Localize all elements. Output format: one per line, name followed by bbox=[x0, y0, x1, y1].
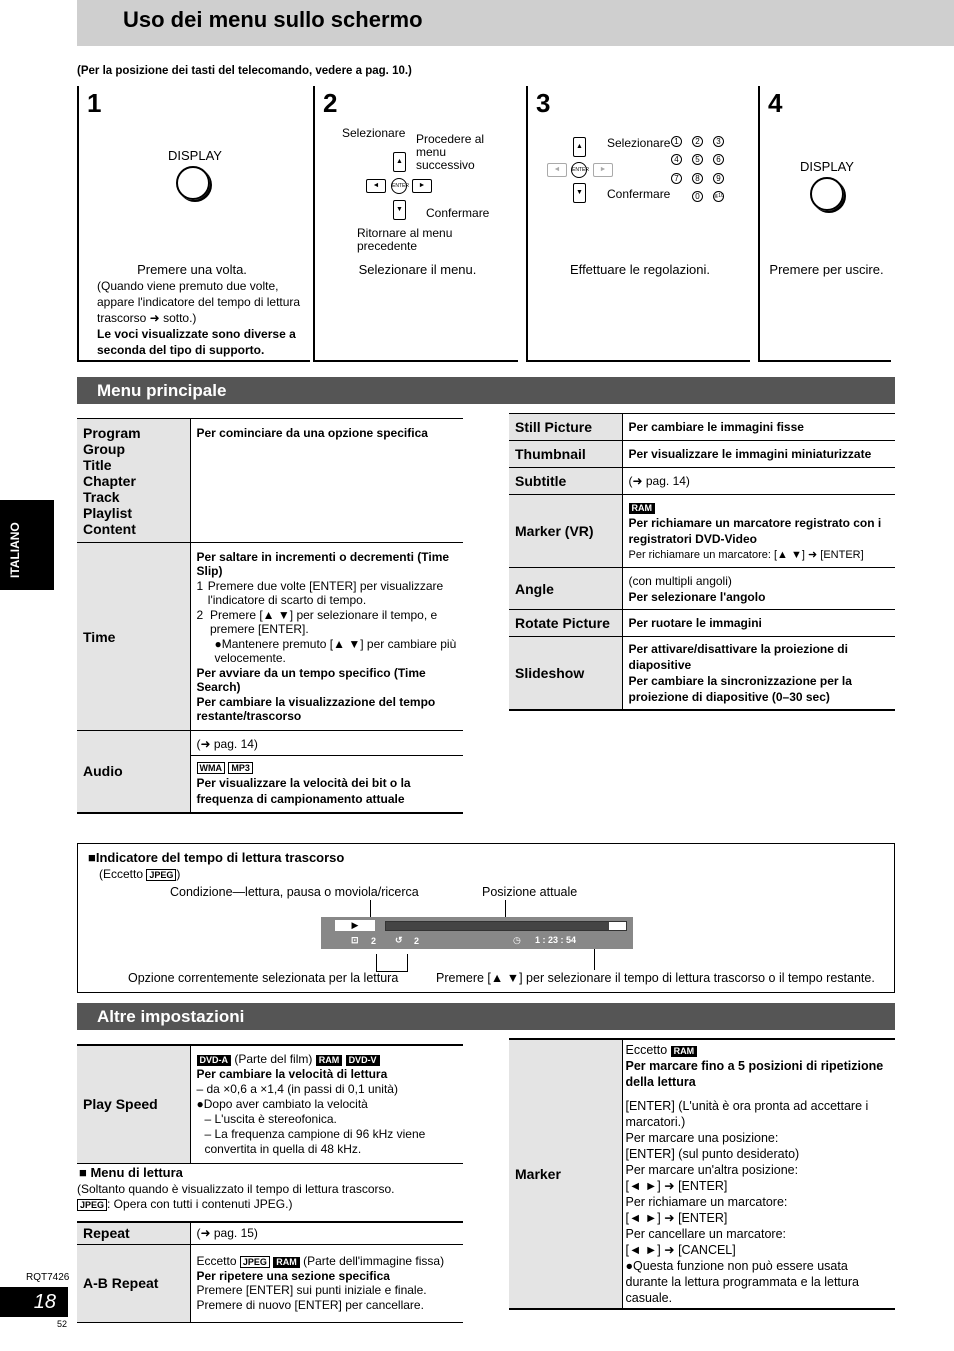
option-icon: ⊡ bbox=[351, 935, 359, 945]
num-4-icon: 4 bbox=[671, 154, 682, 165]
row-name: Marker bbox=[509, 1039, 622, 1309]
step-4 bbox=[758, 86, 891, 362]
step-detail: (Quando viene premuto due volte, appare l'indicatore del tempo di lettura trascorso ➜ sotto.) bbox=[97, 279, 301, 325]
enter-key-icon: ENTER bbox=[391, 178, 407, 194]
row-note: Eccetto bbox=[625, 1043, 668, 1057]
down-arrow-icon: ▼ bbox=[573, 183, 586, 203]
repeat-icon: ↺ bbox=[395, 935, 403, 945]
num-10-icon: ≧10 bbox=[713, 191, 724, 202]
page-subnumber: 52 bbox=[57, 1319, 68, 1329]
jpeg-tag: JPEG bbox=[240, 1256, 270, 1268]
num-8-icon: 8 bbox=[692, 173, 703, 184]
row-desc: Per visualizzare le immagini miniaturizzate bbox=[628, 447, 872, 461]
step-caption: Selezionare il menu. bbox=[358, 262, 477, 277]
ram-tag: RAM bbox=[671, 1046, 698, 1057]
title-bar bbox=[77, 0, 954, 46]
label-condition: Condizione—lettura, pausa o moviola/ricerca bbox=[170, 885, 419, 899]
menu-lettura-title: ■ Menu di lettura bbox=[79, 1165, 183, 1180]
menu-lettura-note: (Soltanto quando è visualizzato il tempo di lettura trascorso. bbox=[77, 1182, 395, 1196]
row-desc: Per avviare da un tempo specifico (Time Search) bbox=[196, 665, 426, 694]
label-next: Procedere al menu successivo bbox=[416, 132, 485, 172]
row-line: [◄ ►] ➜ [ENTER] bbox=[625, 1179, 728, 1193]
row-step: Premere [▲ ▼] per selezionare il tempo, e premere [ENTER]. bbox=[210, 607, 438, 636]
row-name: Time bbox=[77, 543, 190, 731]
step-caption: Effettuare le regolazioni. bbox=[570, 262, 710, 277]
remote-note: (Per la posizione dei tasti del telecomando, vedere a pag. 10.) bbox=[77, 65, 412, 77]
pointer-line bbox=[370, 900, 371, 918]
row-name: Program Group Title Chapter Track Playlist Content bbox=[77, 419, 190, 543]
num-7-icon: 7 bbox=[671, 173, 682, 184]
row-name: Slideshow bbox=[509, 637, 622, 711]
row-line: – La frequenza campione di 96 kHz viene convertita in quella di 48 kHz. bbox=[204, 1126, 426, 1156]
label-confirm: Confermare bbox=[607, 187, 671, 201]
label-select: Selezionare bbox=[607, 136, 671, 150]
menu-table-right bbox=[509, 413, 895, 711]
ram-tag: RAM bbox=[629, 503, 656, 514]
table-row: Time Per saltare in incrementi o decrementi (Time Slip) 1 Premere due volte [ENTER] per visualizzare l'indicatore di scarto di tempo. 2 Premere [▲ ▼] per selezionare il tempo, e premere [ENTER]. ●Mantenere premuto [▲ ▼] per cambiare più velocemente. Per avviare da un tempo specifico (Time Search) Per cambiare la visualizzazione del tempo restante/trascorso bbox=[77, 543, 463, 731]
row-ref: (➜ pag. 14) bbox=[191, 733, 464, 756]
clock-icon: ◷ bbox=[513, 935, 521, 945]
play-speed-table bbox=[77, 1044, 463, 1164]
row-line: Per richiamare un marcatore: bbox=[625, 1195, 788, 1209]
page-title: Uso dei menu sullo schermo bbox=[123, 7, 423, 32]
num-1-icon: 1 bbox=[671, 136, 682, 147]
row-name: Audio bbox=[77, 731, 190, 813]
row-step: Premere due volte [ENTER] per visualizzare l'indicatore di scarto di tempo. bbox=[207, 578, 444, 607]
display-label: DISPLAY bbox=[168, 148, 222, 163]
playback-indicator-bar bbox=[321, 917, 633, 949]
row-desc: Per selezionare l'angolo bbox=[628, 589, 766, 604]
row-desc: (➜ pag. 15) bbox=[196, 1226, 258, 1241]
row-note: (Parte dell'immagine fissa) bbox=[303, 1254, 445, 1268]
left-arrow-icon: ◄ bbox=[547, 163, 567, 177]
language-tab-label: ITALIANO bbox=[8, 522, 22, 578]
except-suffix: ) bbox=[176, 867, 181, 881]
row-desc: Per cambiare la visualizzazione del tempo restante/trascorso bbox=[196, 694, 436, 723]
row-note: Eccetto bbox=[196, 1254, 237, 1268]
step-detail-bold: Le voci visualizzate sono diverse a seconda del tipo di supporto. bbox=[97, 327, 296, 357]
menu-lettura-note2: : Opera con tutti i contenuti JPEG.) bbox=[107, 1197, 293, 1211]
step-caption: Premere per uscire. bbox=[769, 262, 884, 277]
row-desc: Per marcare fino a 5 posizioni di ripetizione della lettura bbox=[625, 1059, 884, 1089]
row-line: [◄ ►] ➜ [ENTER] bbox=[625, 1211, 728, 1225]
row-name: Marker (VR) bbox=[509, 495, 622, 568]
up-arrow-icon: ▲ bbox=[573, 137, 586, 157]
row-desc: Per visualizzare la velocità dei bit o la frequenza di campionamento attuale bbox=[196, 775, 411, 806]
row-line: Per cancellare un marcatore: bbox=[625, 1227, 786, 1241]
label-press: Premere [▲ ▼] per selezionare il tempo di lettura trascorso o il tempo restante. bbox=[436, 971, 875, 985]
play-icon: ▶ bbox=[335, 920, 375, 931]
num-6-icon: 6 bbox=[713, 154, 724, 165]
row-line: [◄ ►] ➜ [CANCEL] bbox=[625, 1243, 736, 1257]
label-back: Ritornare al menu precedente bbox=[357, 226, 453, 253]
row-line: Premere [ENTER] sui punti iniziale e finale. bbox=[196, 1283, 427, 1297]
num-3-icon: 3 bbox=[713, 136, 724, 147]
dvd-a-tag: DVD-A bbox=[197, 1055, 232, 1066]
row-desc: Per cambiare la velocità di lettura bbox=[196, 1066, 388, 1081]
num-9-icon: 9 bbox=[713, 173, 724, 184]
step-1 bbox=[77, 86, 310, 362]
row-desc: Per attivare/disattivare la proiezione di diapositive bbox=[628, 642, 848, 672]
step-3 bbox=[526, 86, 750, 362]
row-note: Per richiamare un marcatore: [▲ ▼] ➜ [ENTER] bbox=[628, 549, 864, 561]
dvd-v-tag: DVD-V bbox=[346, 1055, 380, 1066]
indicator-title: ■Indicatore del tempo di lettura trascorso bbox=[88, 850, 345, 865]
step-number: 2 bbox=[323, 88, 338, 118]
display-button-icon bbox=[176, 166, 210, 200]
row-line: [ENTER] (L'unità è ora pronta ad accettare i marcatori.) bbox=[625, 1099, 869, 1129]
row-name: Subtitle bbox=[509, 468, 622, 495]
ram-tag: RAM bbox=[316, 1055, 343, 1066]
row-desc: Per ruotare le immagini bbox=[628, 616, 762, 630]
progress-fill bbox=[386, 922, 609, 930]
display-label: DISPLAY bbox=[800, 159, 854, 174]
row-desc: (➜ pag. 14) bbox=[628, 474, 690, 488]
row-line: Premere di nuovo [ENTER] per cancellare. bbox=[196, 1297, 424, 1312]
language-tab bbox=[0, 500, 54, 590]
jpeg-tag: JPEG bbox=[77, 1199, 107, 1211]
menu-table-left bbox=[77, 418, 463, 814]
row-desc: Per cambiare le immagini fisse bbox=[628, 420, 804, 434]
step-number: 1 bbox=[87, 88, 102, 118]
enter-key-icon: ENTER bbox=[571, 162, 587, 178]
down-arrow-icon: ▼ bbox=[393, 200, 406, 220]
row-name: Repeat bbox=[77, 1222, 190, 1244]
num-2-icon: 2 bbox=[692, 136, 703, 147]
step-number: 4 bbox=[768, 88, 783, 118]
row-name: Rotate Picture bbox=[509, 610, 622, 637]
section-header-menu-principale: Menu principale bbox=[77, 377, 895, 404]
right-arrow-icon: ► bbox=[593, 163, 613, 177]
ram-tag: RAM bbox=[273, 1257, 300, 1268]
repeat-table bbox=[77, 1221, 463, 1323]
left-arrow-icon: ◄ bbox=[366, 179, 386, 193]
step-caption: Premere una volta. bbox=[137, 262, 247, 277]
row-name: A-B Repeat bbox=[77, 1244, 190, 1322]
marker-table bbox=[509, 1038, 895, 1310]
value-2: 2 bbox=[414, 936, 420, 946]
row-note: (con multipli angoli) bbox=[628, 573, 732, 588]
row-desc: Per cominciare da una opzione specifica bbox=[196, 426, 428, 440]
row-name: Play Speed bbox=[77, 1045, 190, 1163]
row-desc: Per saltare in incrementi o decrementi (Time Slip) bbox=[196, 549, 450, 578]
row-line: Per marcare un'altra posizione: bbox=[625, 1163, 799, 1177]
wma-tag: WMA bbox=[197, 762, 226, 774]
label-option: Opzione correntemente selezionata per la lettura bbox=[128, 971, 399, 985]
jpeg-tag: JPEG bbox=[146, 869, 176, 881]
row-name: Thumbnail bbox=[509, 441, 622, 468]
row-desc: Per ripetere una sezione specifica bbox=[196, 1268, 390, 1283]
step-2 bbox=[313, 86, 518, 362]
label-select: Selezionare bbox=[342, 126, 406, 140]
time-display: 1 : 23 : 54 bbox=[535, 935, 577, 945]
except-text: (Eccetto bbox=[99, 867, 147, 881]
table-row bbox=[77, 731, 463, 813]
display-button-icon bbox=[810, 177, 844, 211]
row-line: – L'uscita è stereofonica. bbox=[204, 1111, 337, 1126]
num-0-icon: 0 bbox=[692, 191, 703, 202]
step-number: 3 bbox=[536, 88, 551, 118]
page-number: 18 bbox=[0, 1287, 68, 1317]
row-name: Still Picture bbox=[509, 414, 622, 441]
up-arrow-icon: ▲ bbox=[393, 152, 406, 172]
row-bullet: ●Questa funzione non può essere usata durante la lettura programmata e la lettura casuale. bbox=[625, 1259, 859, 1305]
num-5-icon: 5 bbox=[692, 154, 703, 165]
right-arrow-icon: ► bbox=[412, 179, 432, 193]
progress-track bbox=[385, 921, 627, 931]
row-line: Per marcare una posizione: bbox=[625, 1131, 779, 1145]
mp3-tag: MP3 bbox=[228, 762, 253, 774]
row-desc: Per richiamare un marcatore registrato con i registratori DVD-Video bbox=[628, 516, 882, 546]
label-confirm: Confermare bbox=[426, 206, 490, 220]
row-line: [ENTER] (sul punto desiderato) bbox=[625, 1147, 800, 1161]
model-code: RQT7426 bbox=[26, 1272, 70, 1283]
section-header-altre: Altre impostazioni bbox=[77, 1003, 895, 1030]
table-row bbox=[77, 419, 463, 543]
row-line: – da ×0,6 a ×1,4 (in passi di 0,1 unità) bbox=[196, 1081, 398, 1096]
label-position: Posizione attuale bbox=[482, 885, 578, 899]
row-line: ●Dopo aver cambiato la velocità bbox=[196, 1096, 368, 1111]
row-desc: Per cambiare la sincronizzazione per la proiezione di diapositive (0–30 sec) bbox=[628, 674, 852, 704]
row-note: (Parte del film) bbox=[234, 1051, 313, 1066]
value-1: 2 bbox=[371, 936, 377, 946]
row-name: Angle bbox=[509, 568, 622, 610]
row-step: ●Mantenere premuto [▲ ▼] per cambiare più velocemente. bbox=[214, 636, 457, 665]
pointer-bracket bbox=[376, 954, 408, 972]
